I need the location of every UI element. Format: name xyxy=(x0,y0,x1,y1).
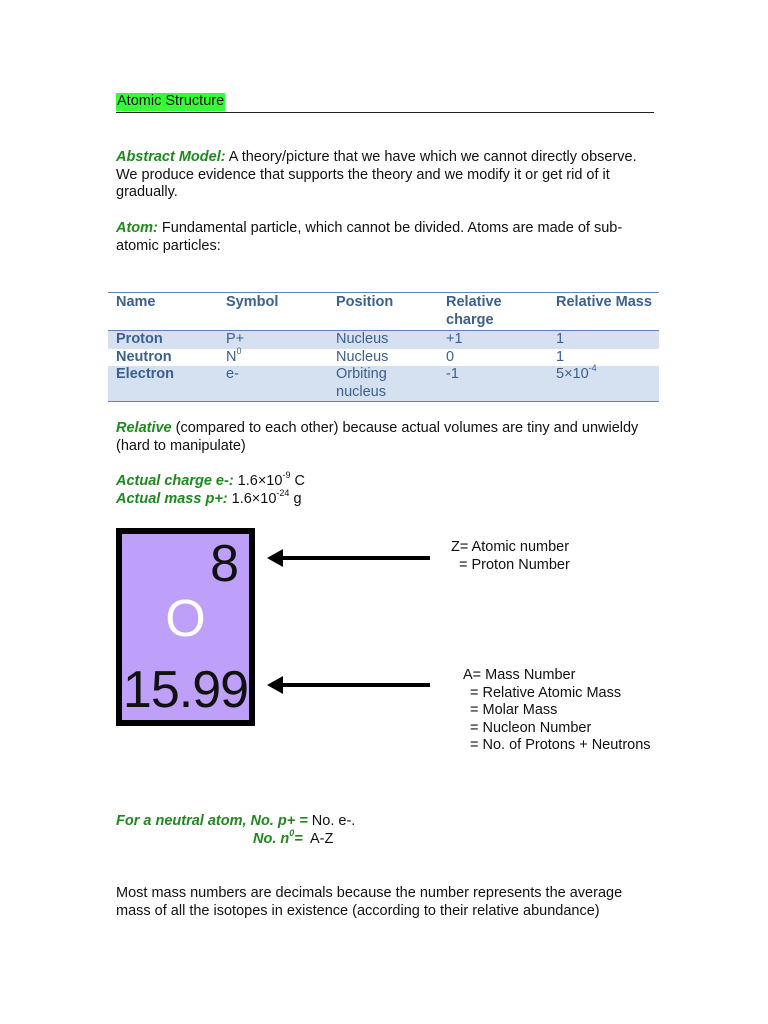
header-position: Position xyxy=(336,294,394,310)
abstract-model-text: A theory/picture that we have which we cannot directly observe. We produce evidence that supports the theory and we modify it or get rid of it gradually. xyxy=(116,149,637,200)
actual-mass-term: Actual mass p+: xyxy=(116,491,228,507)
subatomic-particles-table xyxy=(108,292,659,402)
z-label: Z= Atomic number = Proton Number xyxy=(451,539,570,573)
cell-mass: 1 xyxy=(556,348,565,365)
header-relative-charge: Relative charge xyxy=(446,294,502,328)
page-title: Atomic Structure xyxy=(117,93,225,109)
cell-name: Electron xyxy=(116,366,175,382)
header-symbol: Symbol xyxy=(226,294,279,310)
cell-charge: -1 xyxy=(446,366,459,382)
relative-term: Relative xyxy=(116,420,172,436)
abstract-model-term: Abstract Model: xyxy=(116,149,226,165)
actual-charge-term: Actual charge e-: xyxy=(116,473,234,489)
element-symbol: O xyxy=(165,590,206,648)
relative-paragraph xyxy=(116,420,656,455)
mass-numbers-paragraph: Most mass numbers are decimals because the number represents the average mass of all the isotopes in existence (according to their relative abundance) xyxy=(116,885,623,919)
cell-charge: 0 xyxy=(446,348,455,365)
atom-text: Fundamental particle, which cannot be divided. Atoms are made of sub-atomic particles: xyxy=(116,220,623,254)
table-header-row xyxy=(108,293,659,331)
atomic-mass: 15.99 xyxy=(122,661,249,719)
cell-position: Nucleus xyxy=(336,348,389,365)
atom-paragraph xyxy=(116,220,656,255)
a-label: A= Mass Number = Relative Atomic Mass = Molar Mass = Nucleon Number = No. of Protons + Neutrons xyxy=(463,667,651,753)
table-row xyxy=(108,349,659,367)
cell-symbol: e- xyxy=(226,366,239,382)
cell-charge: +1 xyxy=(446,331,463,347)
cell-mass: $5\times 10^{-4}$ xyxy=(556,363,597,382)
cell-name: Proton xyxy=(116,331,163,347)
periodic-element-tile xyxy=(116,528,255,726)
cell-mass: 1 xyxy=(556,331,565,347)
cell-name: Neutron xyxy=(116,348,172,365)
header-name: Name xyxy=(116,294,156,310)
header-relative-mass: Relative Mass xyxy=(556,294,652,310)
cell-position: Orbiting nucleus xyxy=(336,366,387,400)
actual-charge-line: Actual charge e-: $1.6\times 10^{-9}$ C xyxy=(116,470,305,489)
relative-text: (compared to each other) because actual volumes are tiny and unwieldy (hard to manipulate) xyxy=(116,420,639,454)
abstract-model-paragraph xyxy=(116,149,656,202)
cell-symbol: $N^0$ xyxy=(226,345,242,365)
table-row xyxy=(108,366,659,402)
cell-symbol: P+ xyxy=(226,331,245,347)
atomic-number: 8 xyxy=(210,535,239,593)
actual-mass-line: Actual mass p+: $1.6\times 10^{-24}$ g xyxy=(116,488,302,507)
neutron-count-line: No. $n^0= A-Z$ xyxy=(253,828,334,847)
cell-position: Nucleus xyxy=(336,331,389,347)
title-divider xyxy=(116,112,654,113)
neutral-atom-line: For a neutral atom, No. p+ = No. e-. xyxy=(116,813,356,829)
table-row xyxy=(108,331,659,349)
neutral-atom-term: For a neutral atom, No. p+ = xyxy=(116,813,308,829)
atom-term: Atom: xyxy=(116,220,158,236)
arrow-shaft xyxy=(281,683,430,687)
arrow-shaft xyxy=(281,556,430,560)
